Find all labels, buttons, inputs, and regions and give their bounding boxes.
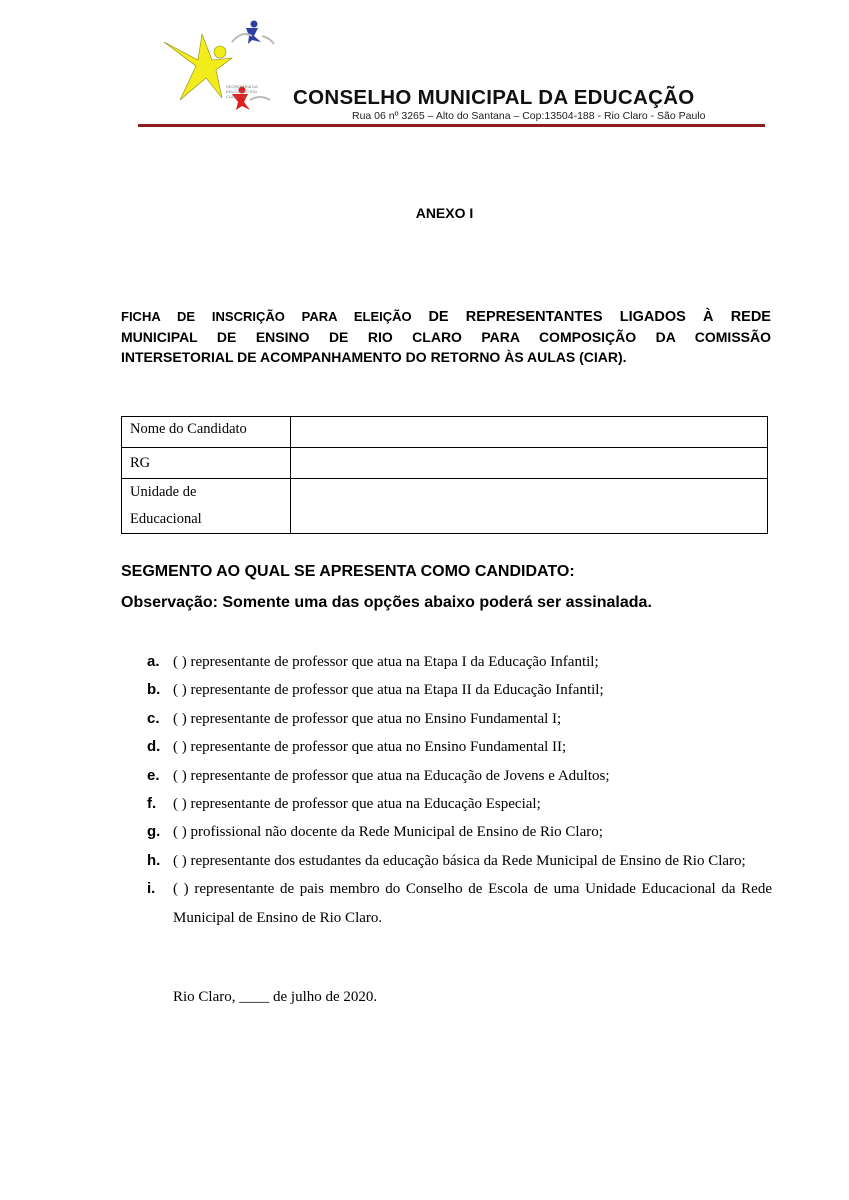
list-item[interactable] — [147, 648, 772, 676]
annex-title: ANEXO I — [415, 205, 474, 221]
option-text: ( ) representante dos estudantes da educação básica da Rede Municipal de Ensino de Rio Claro; — [173, 852, 746, 869]
educational-unit-label-line-2: Educacional — [130, 511, 202, 527]
list-item[interactable] — [147, 875, 772, 932]
option-text: ( ) representante de professor que atua no Ensino Fundamental I; — [173, 710, 562, 727]
organization-name: CONSELHO MUNICIPAL DA EDUCAÇÃO — [293, 86, 695, 109]
list-item[interactable] — [147, 676, 772, 704]
heading-line-1 — [121, 307, 771, 327]
candidate-name-label: Nome do Candidato — [122, 417, 291, 448]
heading-line-1-part-b: DE REPRESENTANTES LIGADOS À REDE — [428, 309, 771, 325]
observation-note: Observação: Somente uma das opções abaixo poderá ser assinalada. — [121, 594, 652, 611]
option-letter: f. — [147, 795, 157, 813]
option-letter: d. — [147, 738, 161, 756]
educational-unit-label — [122, 479, 291, 534]
option-letter: c. — [147, 709, 160, 727]
council-logo-icon — [162, 14, 280, 114]
heading-line-3: INTERSETORIAL DE ACOMPANHAMENTO DO RETORNO ÀS AULAS (CIAR). — [121, 349, 627, 365]
option-letter: b. — [147, 681, 161, 699]
candidate-name-field[interactable] — [291, 417, 768, 448]
option-letter: a. — [147, 653, 160, 670]
list-item[interactable] — [147, 790, 772, 818]
list-item[interactable] — [147, 847, 772, 875]
place-and-date: Rio Claro, ____ de julho de 2020. — [173, 989, 378, 1005]
option-text: ( ) representante de professor que atua na Educação Especial; — [173, 796, 541, 813]
option-text: ( ) representante de pais membro do Conselho de Escola de uma Unidade Educacional da Rede Municipal de Ensino de Rio Claro. — [173, 881, 772, 926]
table-row — [122, 417, 768, 448]
educational-unit-label-line-1: Unidade de — [130, 484, 197, 500]
table-row — [122, 448, 768, 479]
segment-title: SEGMENTO AO QUAL SE APRESENTA COMO CANDIDATO: — [121, 563, 575, 580]
list-item[interactable] — [147, 733, 772, 761]
table-row — [122, 479, 768, 534]
organization-address: Rua 06 nº 3265 – Alto do Santana – Cop:13504-188 - Rio Claro - São Paulo — [352, 110, 706, 122]
heading-line-1-part-a: FICHA DE INSCRIÇÃO PARA ELEIÇÃO — [121, 309, 429, 324]
option-letter: g. — [147, 823, 161, 841]
list-item[interactable] — [147, 762, 772, 790]
option-letter: e. — [147, 766, 160, 784]
candidate-options-list — [147, 648, 772, 932]
option-text: ( ) representante de professor que atua no Ensino Fundamental II; — [173, 739, 567, 756]
option-letter: i. — [147, 880, 156, 898]
list-item[interactable] — [147, 818, 772, 846]
list-item[interactable] — [147, 705, 772, 733]
option-text: ( ) representante de professor que atua na Etapa I da Educação Infantil; — [173, 654, 599, 670]
heading-line-2: MUNICIPAL DE ENSINO DE RIO CLARO PARA COMPOSIÇÃO DA COMISSÃO — [121, 329, 771, 345]
rg-label: RG — [122, 448, 291, 479]
rg-field[interactable] — [291, 448, 768, 479]
option-text: ( ) representante de professor que atua na Educação de Jovens e Adultos; — [173, 767, 610, 784]
logo-caption: SECRETARIA DA EDUCAÇÃO RIO CLARO SP — [226, 84, 258, 99]
educational-unit-field[interactable] — [291, 479, 768, 534]
option-letter: h. — [147, 851, 161, 869]
option-text: ( ) representante de professor que atua na Etapa II da Educação Infantil; — [173, 682, 604, 699]
candidate-form-table — [121, 416, 768, 534]
form-heading — [121, 307, 771, 367]
header-divider — [138, 124, 765, 127]
option-text: ( ) profissional não docente da Rede Municipal de Ensino de Rio Claro; — [173, 824, 603, 841]
